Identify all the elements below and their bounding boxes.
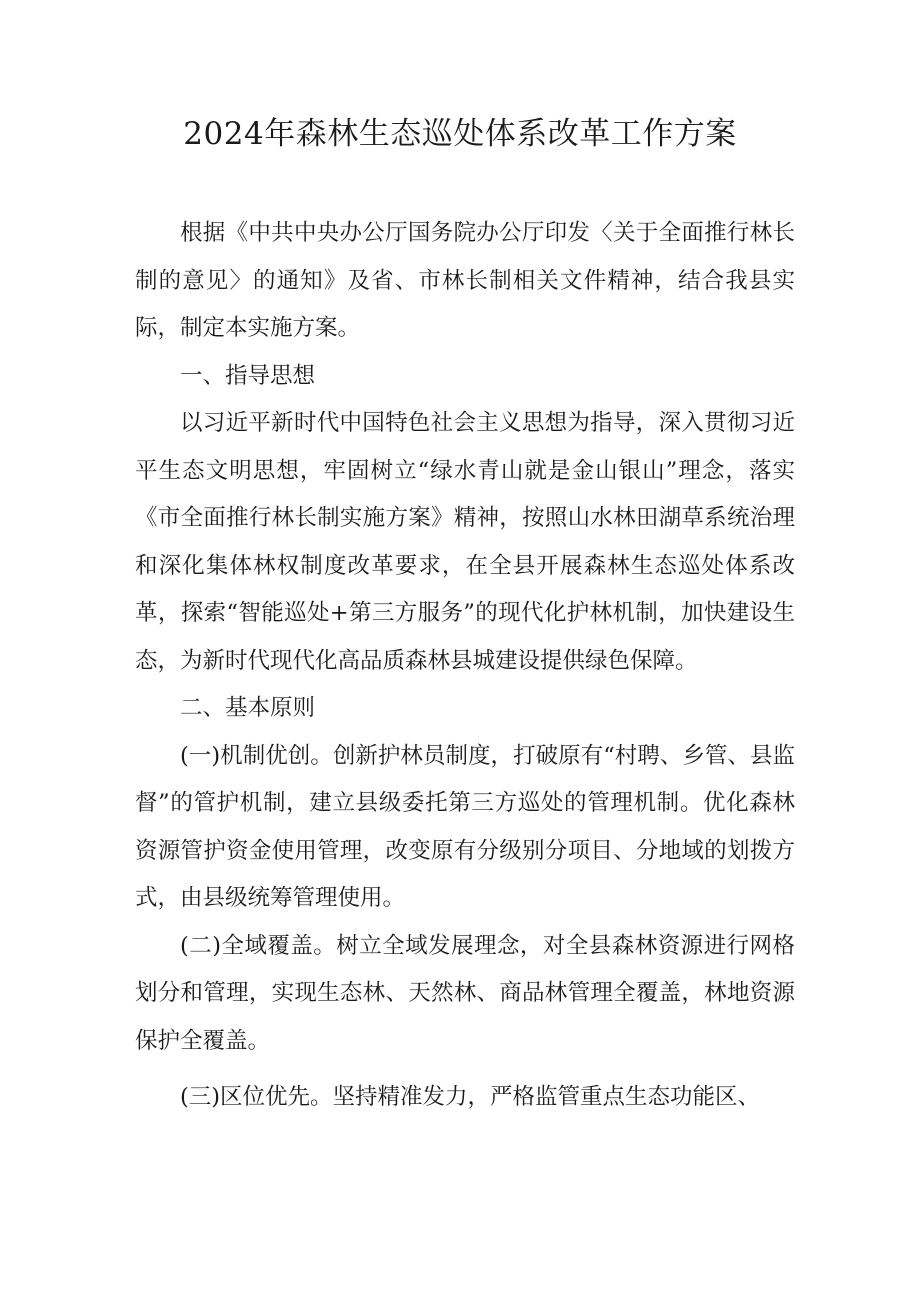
section-heading-guiding-thought: 一、指导思想 [180, 362, 316, 389]
guiding-thought-paragraph: 以习近平新时代中国特色社会主义思想为指导，深入贯彻习近平生态文明思想，牢固树立“绿水青山就是金山银山”理念，落实《市全面推行林长制实施方案》精神，按照山水林田湖草系统治理和深化集体林权制度改革要求，在全县开展森林生态巡处体系改革，探索“智能巡处+第三方服务”的现代化护林机制，加快建设生态，为新时代现代化高品质森林县城建设提供绿色保障。 [135, 410, 795, 674]
principle-location-paragraph: (三)区位优先。坚持精准发力，严格监管重点生态功能区、 [180, 1084, 761, 1110]
section-heading-basic-principles: 二、基本原则 [180, 695, 316, 721]
principle-coverage-paragraph: (二)全域覆盖。树立全域发展理念，对全县森林资源进行网格划分和管理，实现生态林、天然林、商品林管理全覆盖，林地资源保护全覆盖。 [135, 932, 795, 1054]
intro-paragraph: 根据《中共中央办公厅国务院办公厅印发〈关于全面推行林长制的意见〉的通知》及省、市林长制相关文件精神，结合我县实际，制定本实施方案。 [135, 220, 795, 341]
document-title: 2024年森林生态巡处体系改革工作方案 [183, 116, 737, 152]
document-body [135, 210, 795, 1122]
principle-mechanism-paragraph: (一)机制优创。创新护林员制度，打破原有“村聘、乡管、县监督”的管护机制，建立县级委托第三方巡处的管理机制。优化森林资源管护资金使用管理，改变原有分级别分项目、分地域的划拨方式，由县级统筹管理使用。 [135, 742, 795, 911]
